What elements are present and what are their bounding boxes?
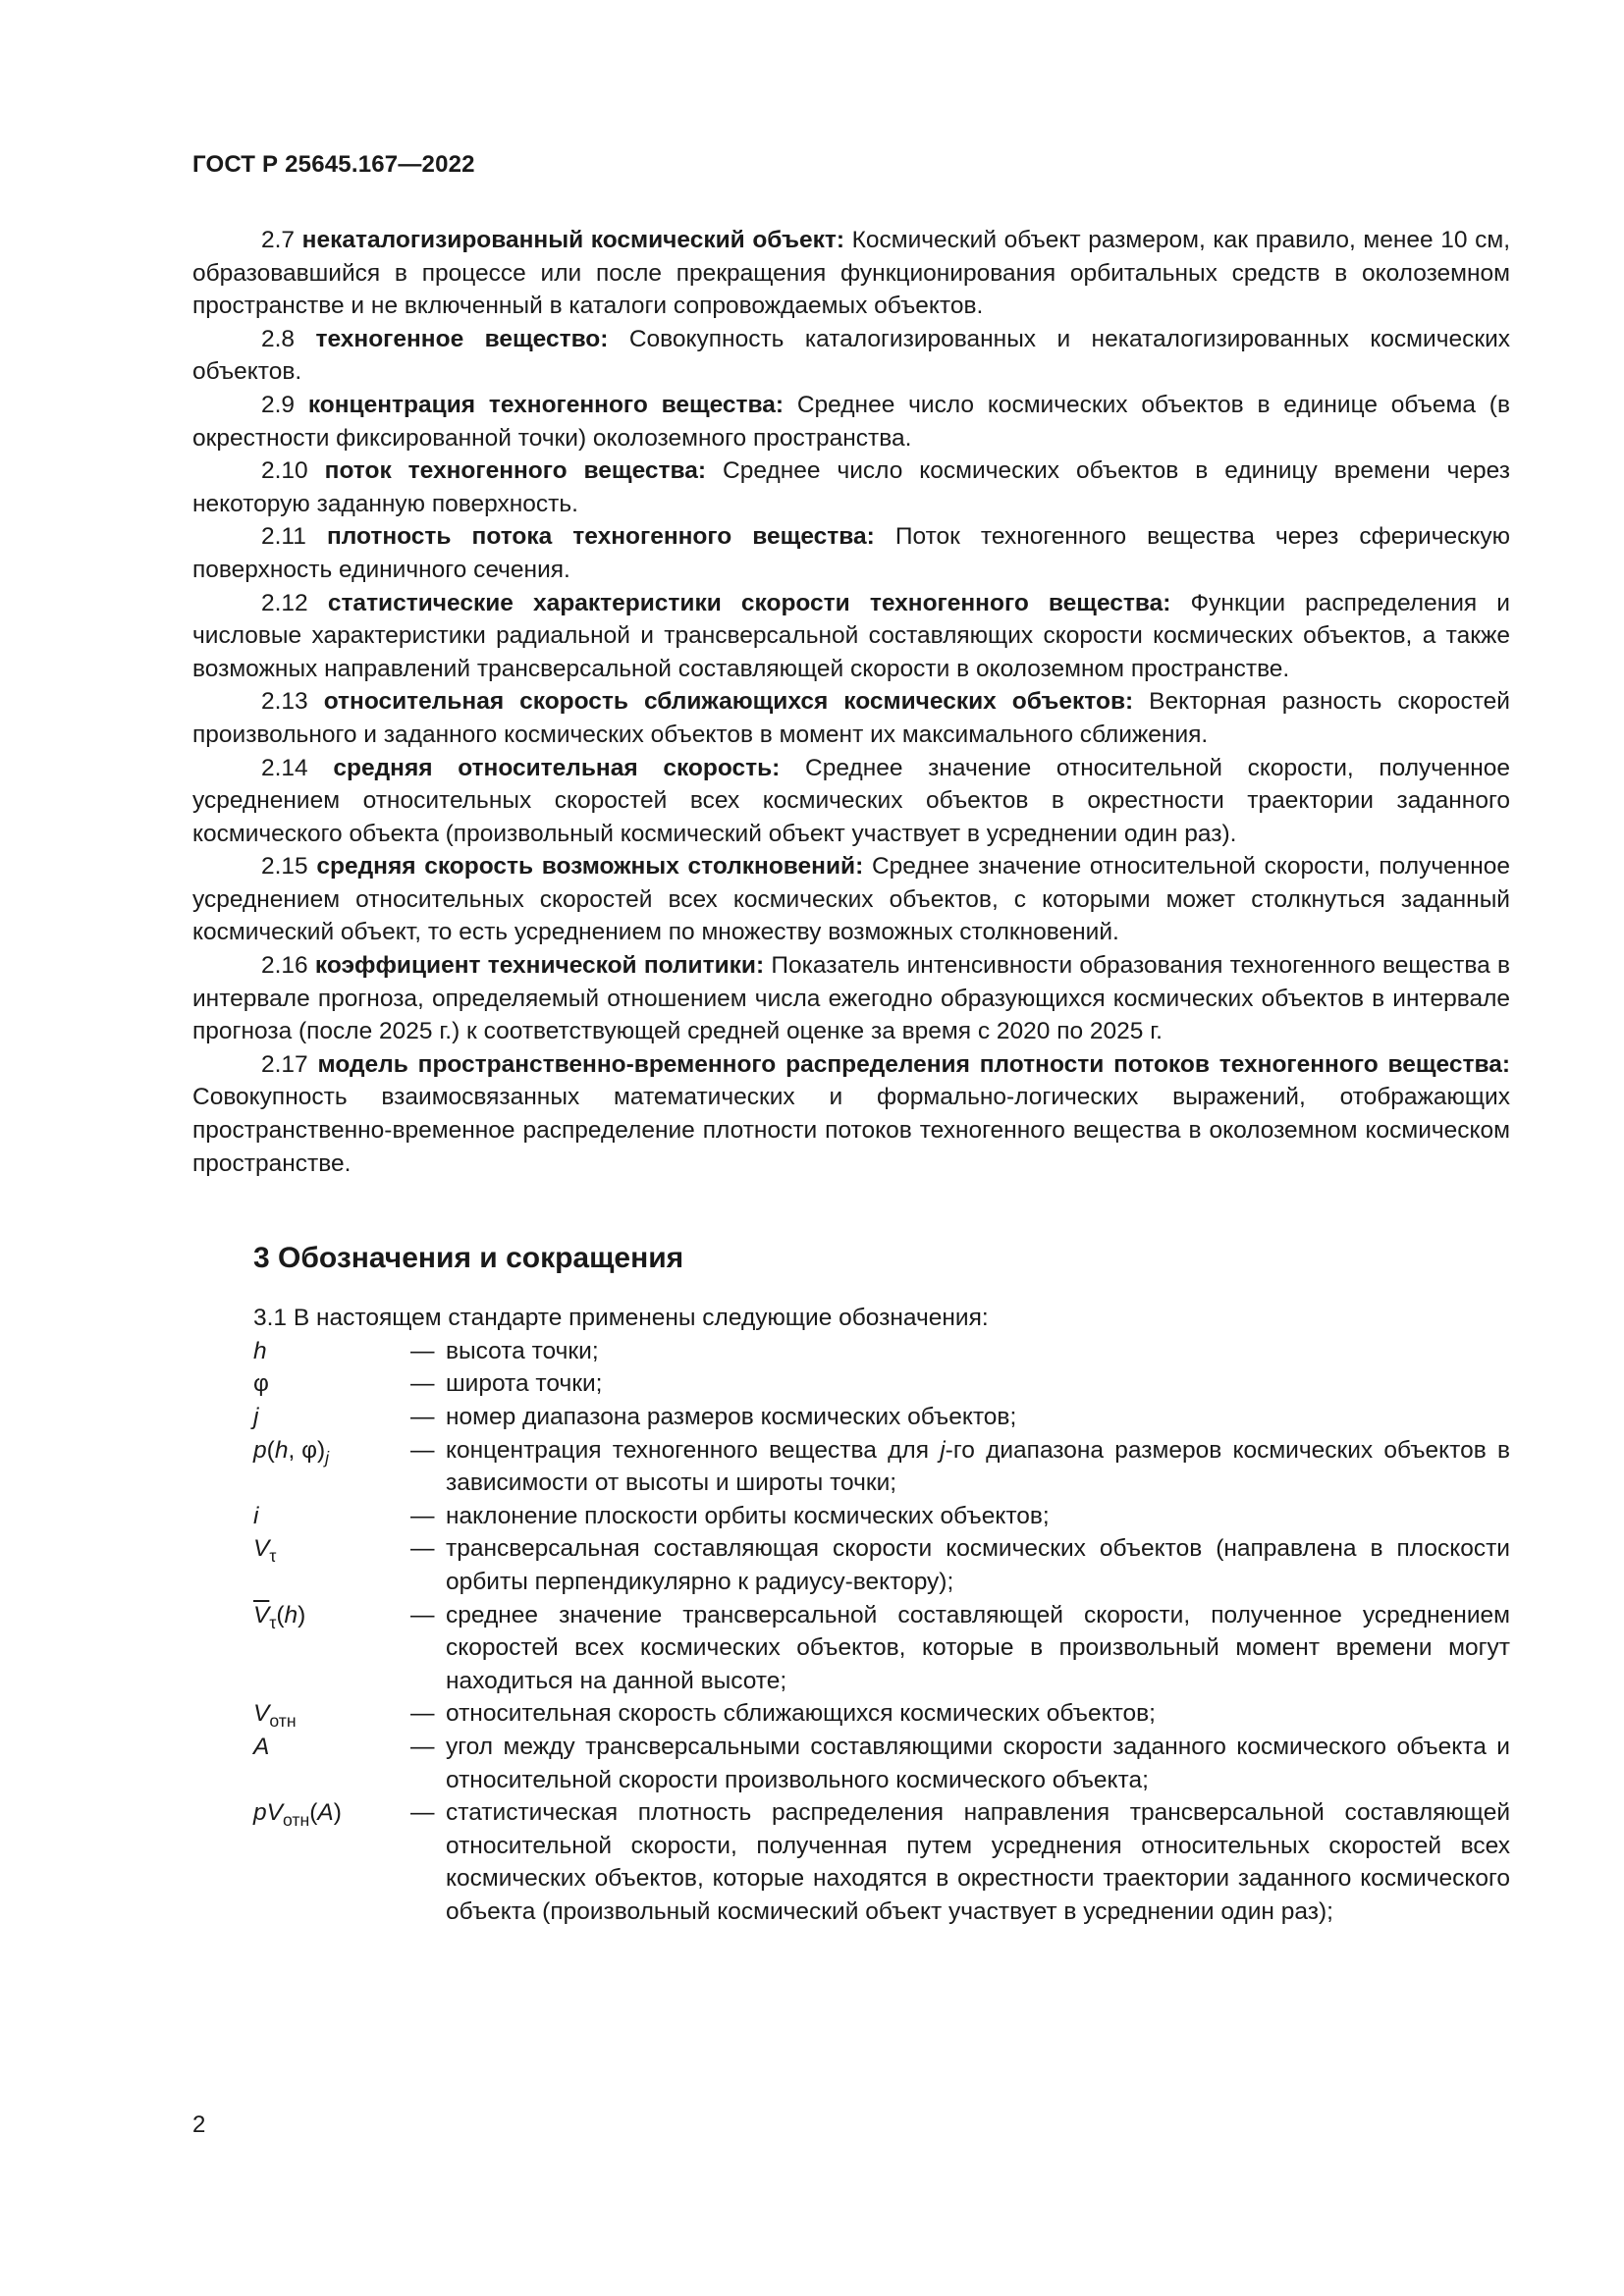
definition-number: 2.7 (261, 227, 296, 253)
definition-number: 2.10 (261, 457, 308, 485)
definition-item (192, 454, 1510, 520)
definition-number: 2.14 (261, 754, 308, 781)
definition-number: 2.17 (261, 1050, 308, 1078)
symbol-row (253, 1532, 1510, 1598)
definition-text: Совокупность взаимосвязанных математических и формально-логических выражений, отображающих пространственно-временное распределение плотности потоков техногенного вещества в околоземном космическом пространстве. (192, 1084, 1510, 1177)
dash: — (410, 1700, 435, 1728)
definition-text: Совокупность каталогизированных и некаталогизированных космических объектов. (192, 325, 1511, 386)
symbol-description: высота точки; (446, 1337, 599, 1364)
symbol-row (253, 1434, 1510, 1500)
symbol-description: относительная скорость сближающихся космических объектов; (446, 1700, 1156, 1728)
dash: — (410, 1370, 435, 1398)
symbol: $pV_{отн}(A)$ (253, 1799, 342, 1831)
definition-item (192, 520, 1510, 586)
definition-number: 2.15 (261, 853, 308, 881)
definition-item (192, 685, 1510, 751)
definition-number: 2.12 (261, 589, 308, 616)
definitions-list (192, 224, 1510, 1180)
definition-term: поток техногенного вещества: (324, 457, 707, 485)
definition-term: концентрация техногенного вещества: (307, 391, 785, 418)
definition-text: Космический объект размером, как правило, менее 10 см, образовавшийся в процессе или после прекращения функционирования орбитальных средств в околоземном пространстве и не включенный в каталоги сопровождаемых объектов. (192, 227, 1510, 320)
definition-number: 2.16 (261, 952, 308, 980)
definition-term: модель пространственно-временного распределения плотности потоков техногенного вещества: (317, 1050, 1510, 1078)
definition-number: 2.8 (261, 325, 296, 352)
definition-item (192, 1048, 1510, 1180)
definition-number: 2.11 (261, 523, 306, 551)
symbol-description: трансверсальная составляющая скорости космических объектов (направлена в плоскости орбиты перпендикулярно к радиусу-вектору); (446, 1535, 1510, 1595)
definition-text: Среднее число космических объектов в единицу времени через некоторую заданную поверхность. (192, 457, 1511, 517)
definition-text: Среднее значение относительной скорости, полученное усреднением относительных скоростей всех космических объектов в окрестности траектории заданного космического объекта (произвольный космический объект участвует в усреднении один раз). (192, 754, 1510, 847)
symbol-description: наклонение плоскости орбиты космических объектов; (446, 1502, 1050, 1529)
definition-term: статистические характеристики скорости техногенного вещества: (327, 589, 1171, 616)
definition-term: средняя скорость возможных столкновений: (316, 853, 864, 881)
symbol-description: номер диапазона размеров космических объектов; (446, 1404, 1017, 1430)
definition-item (192, 323, 1510, 389)
page-number: 2 (192, 2111, 206, 2138)
symbol-row (253, 1796, 1510, 1928)
definition-term: плотность потока техногенного вещества: (326, 523, 875, 551)
definition-term: относительная скорость сближающихся космических объектов: (323, 688, 1134, 716)
section-title: 3 Обозначения и сокращения (253, 1242, 684, 1275)
definition-item (192, 224, 1510, 323)
definition-text: Векторная разность скоростей произвольного и заданного космических объектов в момент их максимального сближения. (192, 688, 1510, 748)
definition-item (192, 587, 1510, 686)
definition-number: 2.13 (261, 688, 308, 716)
symbol-description: концентрация техногенного вещества для j-го диапазона размеров космических объектов в зависимости от высоты и широты точки; (446, 1436, 1510, 1497)
symbol-description: угол между трансверсальными составляющими скорости заданного космического объекта и относительной скорости произвольного космического объекта; (446, 1733, 1510, 1793)
symbol-row (253, 1367, 1510, 1401)
definition-text: Функции распределения и числовые характеристики радиальной и трансверсальной составляющих скорости космических объектов, а также возможных направлений трансверсальной составляющей скорости в околоземном пространстве. (192, 589, 1510, 682)
symbol: p(h, $\varphi)_j$ (253, 1436, 330, 1468)
page-content (192, 224, 1510, 1929)
definition-item (192, 389, 1510, 454)
symbol-row (253, 1697, 1510, 1731)
symbol-description: среднее значение трансверсальной составляющей скорости, полученное усреднением скоростей всех космических объектов, которые в произвольный момент времени могут находиться на данной высоте; (446, 1601, 1510, 1694)
dash: — (410, 1404, 435, 1430)
symbol: j (253, 1404, 259, 1430)
section-intro: 3.1 В настоящем стандарте применены следующие обозначения: (253, 1305, 989, 1332)
symbol: $V_\tau$ (253, 1535, 277, 1567)
symbol: A (253, 1733, 270, 1760)
document-header: ГОСТ Р 25645.167—2022 (192, 151, 475, 178)
definition-term: некаталогизированный космический объект: (301, 227, 844, 253)
symbol: $V_{отн}$ (253, 1700, 297, 1732)
symbol: i (253, 1502, 259, 1529)
symbol-row (253, 1731, 1510, 1796)
definition-text: Показатель интенсивности образования техногенного вещества в интервале прогноза, определяемый отношением числа ежегодно образующихся космических объектов в интервале прогноза (после 2025 г.) к соответствующей средней оценке за время с 2020 по 2025 г. (192, 952, 1510, 1045)
definition-text: Среднее число космических объектов в единице объема (в окрестности фиксированной точки) околоземного пространства. (192, 391, 1510, 452)
symbol-row (253, 1599, 1510, 1698)
dash: — (410, 1733, 435, 1760)
definition-item (192, 949, 1510, 1048)
definition-text: Поток техногенного вещества через сферическую поверхность единичного сечения. (192, 523, 1510, 583)
symbol: h (253, 1337, 267, 1364)
definition-item (192, 752, 1510, 851)
definition-item (192, 850, 1510, 949)
dash: — (410, 1502, 435, 1529)
symbols-list (253, 1335, 1510, 1929)
symbol-row (253, 1401, 1510, 1434)
definition-text: Среднее значение относительной скорости, полученное усреднением относительных скоростей всех космических объектов, с которыми может столкнуться заданный космический объект, то есть усреднением по множеству возможных столкновений. (192, 853, 1511, 946)
dash: — (410, 1535, 435, 1563)
dash: — (410, 1799, 435, 1827)
symbol-description: широта точки; (446, 1370, 603, 1398)
symbol: φ (253, 1370, 269, 1398)
symbol-row (253, 1500, 1510, 1533)
symbol-description: статистическая плотность распределения направления трансверсальной составляющей относительной скорости, полученная путем усреднения относительных скоростей всех космических объектов, которые находятся в окрестности траектории заданного космического объекта (произвольный космический объект участвует в усреднении один раз); (446, 1799, 1510, 1925)
dash: — (410, 1436, 435, 1464)
definition-term: средняя относительная скорость: (333, 754, 781, 781)
dash: — (410, 1337, 435, 1364)
definition-term: техногенное вещество: (315, 325, 609, 352)
symbol-row (253, 1335, 1510, 1368)
dash: — (410, 1601, 435, 1629)
definition-number: 2.9 (261, 391, 296, 418)
definition-term: коэффициент технической политики: (314, 952, 765, 980)
symbol: $\overline{V}_\tau(h)$ (253, 1601, 306, 1632)
